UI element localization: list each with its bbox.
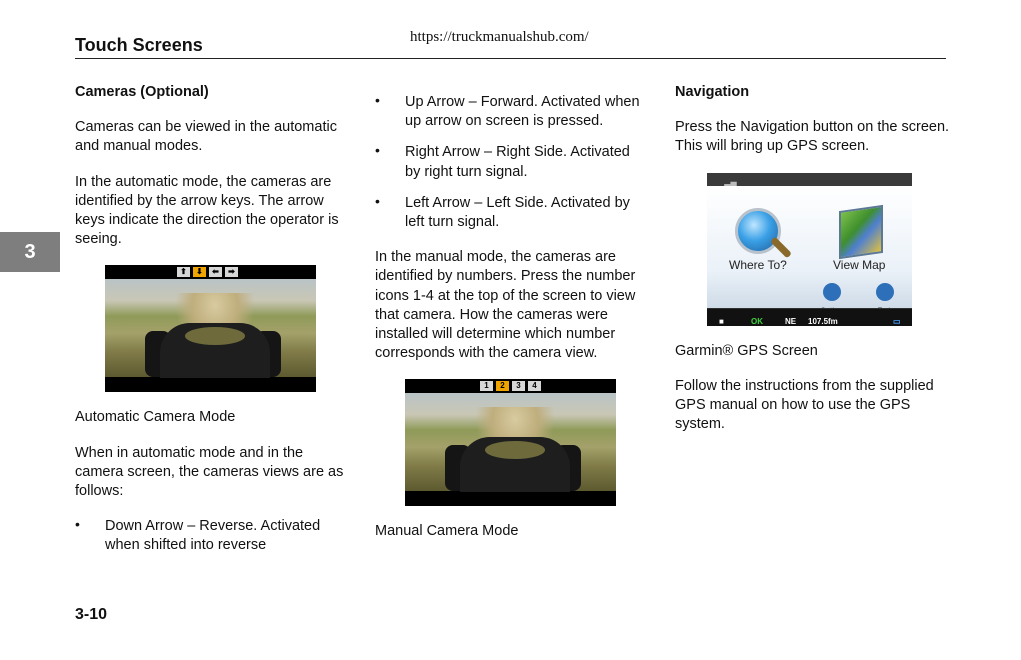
- automatic-mode-text: In the automatic mode, the cameras are identified by the arrow keys. The arrow keys indicate the direction the operator is seeing.: [75, 173, 339, 248]
- camera-4-button[interactable]: 4: [528, 381, 541, 391]
- column-2: [375, 93, 645, 558]
- up-arrow-icon[interactable]: ⬆: [177, 267, 190, 277]
- bullet-text: Up Arrow – Forward. Activated when up arrow on screen is pressed.: [405, 94, 640, 130]
- home-icon[interactable]: ■: [719, 316, 724, 326]
- column-1: [75, 83, 350, 568]
- header-divider: [75, 58, 946, 59]
- bullet-text: Right Arrow – Right Side. Activated by right turn signal.: [405, 144, 630, 180]
- bullet-down-arrow: • Down Arrow – Reverse. Activated when shifted into reverse: [75, 516, 321, 554]
- automatic-mode-views-text: When in automatic mode and in the camera screen, the cameras views are as follows:: [75, 444, 344, 500]
- cameras-heading: Cameras (Optional): [75, 84, 209, 100]
- gps-caption: Garmin® GPS Screen: [675, 342, 818, 359]
- magnifier-icon: [735, 208, 781, 254]
- camera-1-button[interactable]: 1: [480, 381, 493, 391]
- bullet-up-arrow: • Up Arrow – Forward. Activated when up arrow on screen is pressed.: [375, 92, 640, 130]
- manual-mode-text: In the manual mode, the cameras are identified by numbers. Press the number icons 1-4 at the top of the screen to view that camera. How the cameras were installed will determine which number corresponds with the camera view.: [375, 249, 636, 362]
- camera-3-button[interactable]: 3: [512, 381, 525, 391]
- manual-camera-image: [405, 379, 616, 506]
- left-arrow-icon[interactable]: ⬅: [209, 267, 222, 277]
- down-arrow-icon[interactable]: ⬇: [193, 267, 206, 277]
- chapter-tab: 3: [0, 232, 60, 272]
- automatic-camera-image: [105, 265, 316, 392]
- column-3: [675, 83, 950, 450]
- cameras-intro: Cameras can be viewed in the automatic and manual modes.: [75, 119, 337, 155]
- bullet-text: Left Arrow – Left Side. Activated by left turn signal.: [405, 194, 630, 231]
- bullet-right-arrow: • Right Arrow – Right Side. Activated by right turn signal.: [375, 142, 630, 180]
- gps-instructions: Follow the instructions from the supplied GPS manual on how to use the GPS system.: [675, 377, 934, 433]
- right-arrow-icon[interactable]: ➡: [225, 267, 238, 277]
- gps-screen-image: [707, 173, 912, 326]
- navigation-intro: Press the Navigation button on the screen. This will bring up GPS screen.: [675, 119, 950, 155]
- heading-label: NE: [785, 316, 797, 326]
- radio-frequency-label: 107.5fm: [808, 316, 838, 326]
- page-number: 3-10: [75, 606, 108, 623]
- bullet-left-arrow: • Left Arrow – Left Side. Activated by left turn signal.: [375, 192, 630, 231]
- view-map-label[interactable]: View Map: [833, 257, 886, 272]
- automatic-camera-caption: Automatic Camera Mode: [75, 409, 236, 426]
- map-icon: [839, 205, 883, 259]
- where-to-label[interactable]: Where To?: [729, 257, 787, 272]
- toolbox-icon[interactable]: [876, 283, 894, 301]
- navigation-heading: Navigation: [675, 84, 750, 100]
- page-title: Touch Screens: [75, 35, 203, 55]
- camera-2-button[interactable]: 2: [496, 381, 509, 391]
- manual-camera-caption: Manual Camera Mode: [375, 523, 519, 540]
- wrench-icon[interactable]: [823, 283, 841, 301]
- ok-label[interactable]: OK: [751, 316, 763, 326]
- screen-icon[interactable]: ▭: [893, 316, 901, 326]
- bullet-text: Down Arrow – Reverse. Activated when shifted into reverse: [105, 518, 321, 554]
- source-url: https://truckmanualshub.com/: [410, 29, 589, 45]
